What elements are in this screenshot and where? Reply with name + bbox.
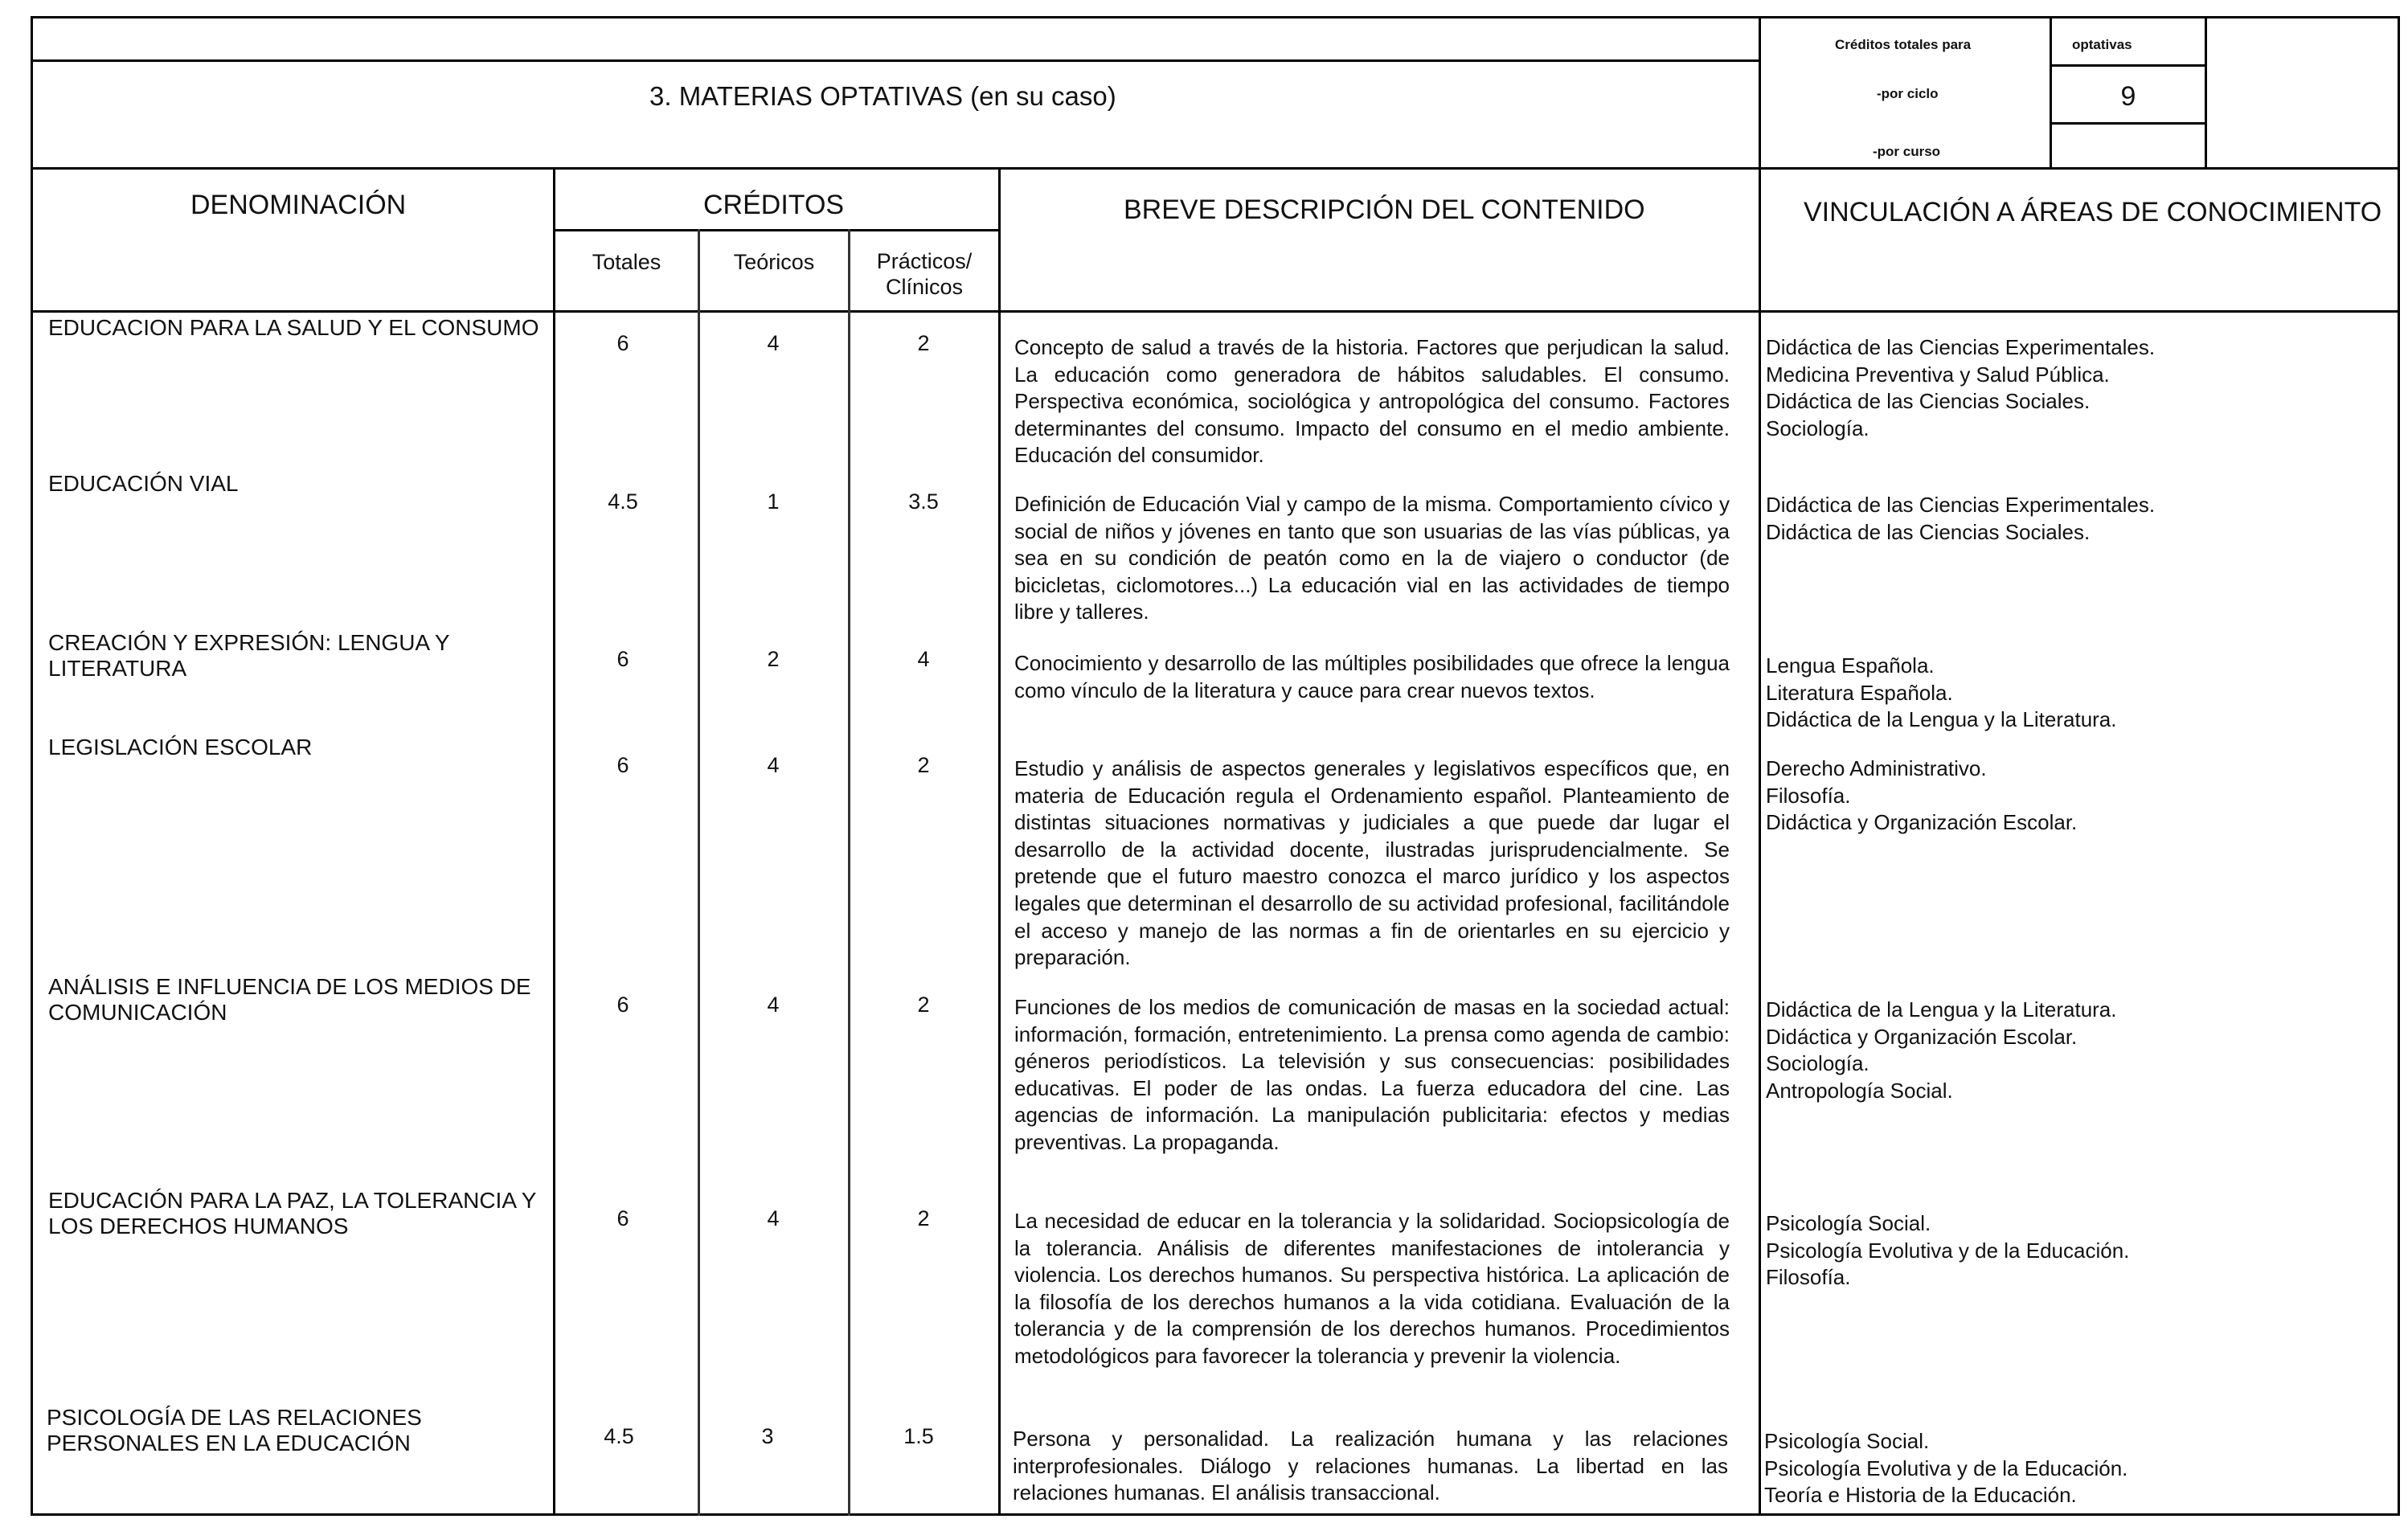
col-practicos xyxy=(850,248,998,300)
row-teoricos: 3 xyxy=(761,1424,774,1448)
row-areas xyxy=(1766,334,2393,442)
row-totales: 6 xyxy=(616,753,629,777)
row-totales: 6 xyxy=(616,647,629,671)
row-totales: 6 xyxy=(616,331,629,355)
row-practicos: 2 xyxy=(917,753,930,777)
area-item: Teoría e Historia de la Educación. xyxy=(1764,1483,2077,1508)
row-teoricos: 2 xyxy=(767,647,780,671)
row-totales: 4.5 xyxy=(608,489,638,514)
row-areas xyxy=(1766,1210,2393,1292)
area-item: Didáctica de la Lengua y la Literatura. xyxy=(1766,707,2117,732)
row-description: La necesidad de educar en la tolerancia y la solidaridad. Sociopsicología de la tolerancia. Análisis de diferentes manifestaciones de intolerancia y violencia. Los derechos humanos. Su perspectiva histórica. La aplicación de la filosofía de los derechos humanos a la vida cotidiana. Evaluación de la tolerancia y de la comprensión de los derechos humanos. Procedimientos metodológicos para favorecer la tolerancia y prevenir la violencia. xyxy=(1014,1209,1730,1368)
row-description: Persona y personalidad. La realización humana y las relaciones interprofesionales. Diálogo y relaciones humanas. La libertad en las relaciones humanas. El análisis transaccional. xyxy=(1013,1427,1728,1505)
row-name: ANÁLISIS E INFLUENCIA DE LOS MEDIOS DE COMUNICACIÓN xyxy=(48,974,531,1025)
creditos-totales-label: Créditos totales para xyxy=(1835,37,1972,52)
optativas-label: optativas xyxy=(2072,37,2132,52)
col-creditos: CRÉDITOS xyxy=(703,190,845,220)
row-areas xyxy=(1766,653,2393,734)
row-name: LEGISLACIÓN ESCOLAR xyxy=(48,735,313,759)
area-item: Didáctica de las Ciencias Experimentales. xyxy=(1766,335,2156,359)
rule-box-right xyxy=(2205,16,2207,167)
col-practicos-line1: Prácticos/ xyxy=(876,249,973,273)
area-item: Didáctica y Organización Escolar. xyxy=(1766,810,2078,835)
rule-header-bottom xyxy=(31,167,2400,170)
section-title: 3. MATERIAS OPTATIVAS (en su caso) xyxy=(649,81,1116,111)
row-description: Concepto de salud a través de la historia. Factores que perjudican la salud. La educación como generadora de hábitos saludables. El consumo. Perspectiva económica, sociológica y antropológica del consumo. Factores determinantes del consumo. Impacto del consumo en el medio ambiente. Educación del consumidor. xyxy=(1014,335,1730,468)
area-item: Didáctica de las Ciencias Experimentales. xyxy=(1766,493,2156,517)
row-teoricos: 4 xyxy=(767,1206,780,1230)
row-description: Conocimiento y desarrollo de las múltiples posibilidades que ofrece la lengua como vínculo de la literatura y cauce para crear nuevos textos. xyxy=(1014,651,1730,702)
area-item: Didáctica de la Lengua y la Literatura. xyxy=(1766,997,2117,1021)
row-name: EDUCACIÓN PARA LA PAZ, LA TOLERANCIA Y LOS DERECHOS HUMANOS xyxy=(48,1188,536,1238)
col-descripcion: BREVE DESCRIPCIÓN DEL CONTENIDO xyxy=(1124,194,1645,225)
row-totales: 6 xyxy=(616,1206,629,1230)
rule-teoricos-right xyxy=(848,229,850,1516)
area-item: Antropología Social. xyxy=(1766,1078,1953,1103)
area-item: Psicología Evolutiva y de la Educación. xyxy=(1766,1238,2130,1263)
rule-creditos-right xyxy=(998,167,1001,1516)
row-practicos: 2 xyxy=(917,331,930,355)
col-practicos-line2: Clínicos xyxy=(885,275,964,299)
por-ciclo-label: -por ciclo xyxy=(1877,86,1939,101)
area-item: Literatura Española. xyxy=(1766,680,1953,705)
col-denominacion: DENOMINACIÓN xyxy=(190,190,407,220)
row-name: EDUCACION PARA LA SALUD Y EL CONSUMO xyxy=(48,315,539,340)
area-item: Psicología Social. xyxy=(1764,1429,1930,1453)
rule-subhead-split xyxy=(553,229,998,231)
por-ciclo-value: 9 xyxy=(2120,81,2136,112)
row-areas xyxy=(1766,492,2393,546)
row-practicos: 4 xyxy=(917,647,930,671)
area-item: Didáctica y Organización Escolar. xyxy=(1766,1024,2078,1049)
por-curso-label: -por curso xyxy=(1873,144,1941,159)
rule-denom-right xyxy=(553,167,555,1516)
rule-columns-bottom xyxy=(31,310,2400,313)
col-teoricos: Teóricos xyxy=(733,250,815,274)
row-practicos: 3.5 xyxy=(908,489,939,514)
row-teoricos: 4 xyxy=(767,331,780,355)
area-item: Derecho Administrativo. xyxy=(1766,756,1987,780)
rule-box-2 xyxy=(2050,122,2207,125)
col-totales: Totales xyxy=(592,250,661,274)
row-teoricos: 4 xyxy=(767,993,780,1017)
area-item: Sociología. xyxy=(1766,1051,1869,1076)
row-totales: 4.5 xyxy=(604,1424,634,1448)
row-name: EDUCACIÓN VIAL xyxy=(48,471,239,496)
area-item: Lengua Española. xyxy=(1766,653,1935,678)
col-vinculacion: VINCULACIÓN A ÁREAS DE CONOCIMIENTO xyxy=(1804,197,2382,227)
row-totales: 6 xyxy=(616,993,629,1017)
row-teoricos: 4 xyxy=(767,753,780,777)
row-teoricos: 1 xyxy=(767,489,780,514)
row-practicos: 2 xyxy=(917,993,930,1017)
row-practicos: 1.5 xyxy=(903,1424,934,1448)
row-name: CREACIÓN Y EXPRESIÓN: LENGUA Y LITERATURA xyxy=(48,630,449,681)
row-name: PSICOLOGÍA DE LAS RELACIONES PERSONALES EN LA EDUCACIÓN xyxy=(47,1405,422,1455)
area-item: Didáctica de las Ciencias Sociales. xyxy=(1766,389,2091,414)
row-areas xyxy=(1764,1428,2391,1509)
row-areas xyxy=(1766,755,2393,837)
row-practicos: 2 xyxy=(917,1206,930,1230)
row-description: Estudio y análisis de aspectos generales y legislativos específicos que, en materia de Educación regula el Ordenamiento español. Planteamiento de distintas situaciones normativas y judiciales a que puede dar lugar el desarrollo de la actividad docente, ilustradas jurisprudencialmente. Se pretende que el futuro maestro conozca el marco jurídico y los aspectos legales que determinan el desarrollo de su actividad profesional, facilitándole el acceso y manejo de las normas a fin de orientarles en su ejercicio y preparación. xyxy=(1014,756,1730,970)
rule-totales-right xyxy=(698,229,700,1516)
area-item: Psicología Evolutiva y de la Educación. xyxy=(1764,1455,2128,1480)
row-areas xyxy=(1766,997,2393,1104)
area-item: Filosofía. xyxy=(1766,1265,1851,1290)
area-item: Medicina Preventiva y Salud Pública. xyxy=(1766,362,2110,387)
rule-desc-right xyxy=(1759,312,1761,1516)
row-description: Funciones de los medios de comunicación de masas en la sociedad actual: información, formación, entretenimiento. La prensa como agenda de cambio: géneros periodísticos. La televisión y sus consecuencias: posibilidades educativas. El poder de las ondas. La fuerza educadora del cine. Las agencias de información. La manipulación publicitaria: efectos y medias preventivas. La propaganda. xyxy=(1014,995,1730,1154)
area-item: Psicología Social. xyxy=(1766,1211,1931,1235)
row-description: Definición de Educación Vial y campo de la misma. Comportamiento cívico y social de niños y jóvenes en tanto que son usuarias de las vías públicas, ya sea en su condición de peatón como en la de viajero o conductor (de bicicletas, ciclomotores...) La educación vial en las actividades de tiempo libre y talleres. xyxy=(1014,492,1730,624)
area-item: Sociología. xyxy=(1766,416,1869,440)
area-item: Filosofía. xyxy=(1766,783,1851,808)
rule-box-1 xyxy=(2050,64,2207,67)
rule-header-right xyxy=(1759,16,1761,312)
rule-top-strip xyxy=(31,59,1759,62)
area-item: Didáctica de las Ciencias Sociales. xyxy=(1766,519,2091,544)
